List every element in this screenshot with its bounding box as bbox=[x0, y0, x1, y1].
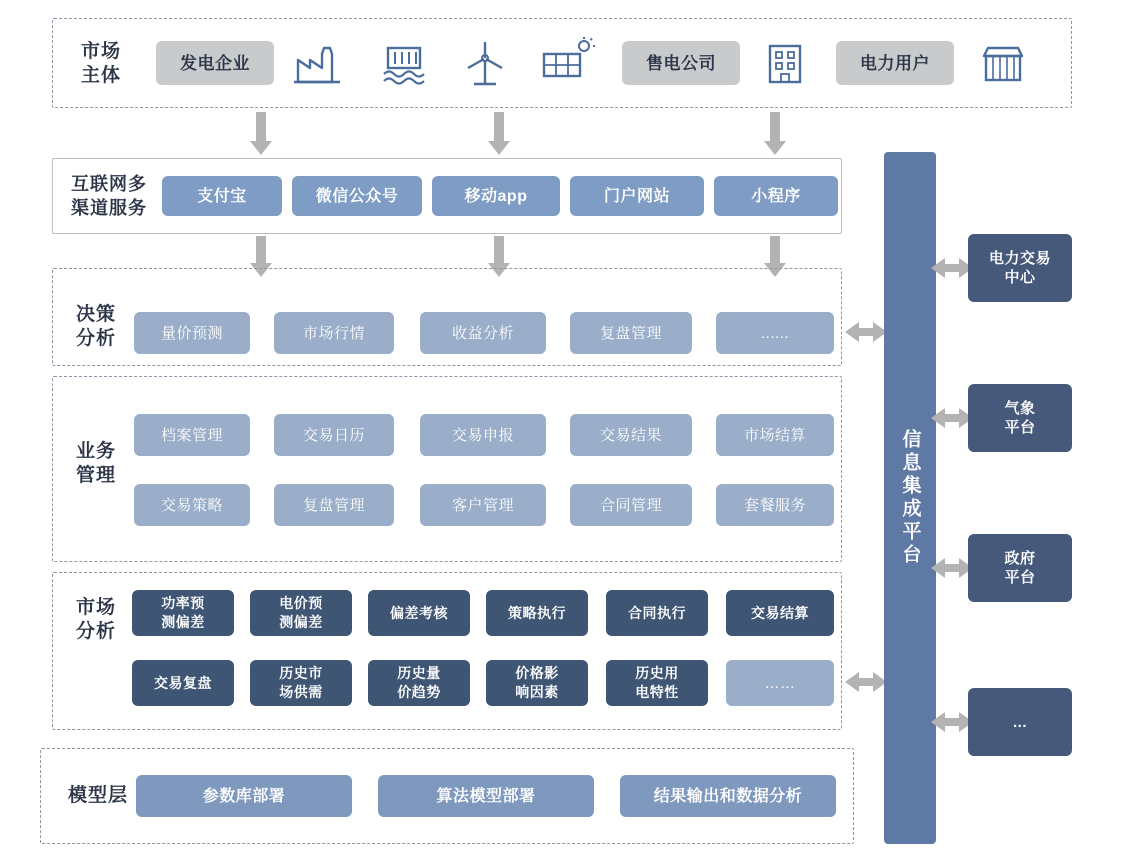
internet-channel-label-line1: 互联网多 bbox=[71, 174, 147, 194]
market-analysis-label-line1: 市场 bbox=[75, 597, 116, 618]
arrow-channel-to-decision-2 bbox=[494, 236, 504, 264]
analysis-strategy-execution[interactable]: 策略执行 bbox=[486, 590, 588, 636]
analysis-price-influence-factor[interactable] bbox=[486, 660, 588, 706]
decision-more[interactable]: ...... bbox=[716, 312, 834, 354]
external-power-trading-center-line2: 中心 bbox=[1004, 269, 1036, 286]
market-analysis-label-line2: 分析 bbox=[75, 621, 116, 642]
arrow-channel-to-decision-3 bbox=[770, 236, 780, 264]
office-building-icon bbox=[762, 40, 808, 86]
internet-channel-label-line2: 渠道服务 bbox=[71, 198, 147, 218]
arrow-analysis-to-platform bbox=[858, 678, 874, 686]
arrow-channel-to-decision-1 bbox=[256, 236, 266, 264]
internet-channel-label bbox=[62, 172, 156, 220]
arrow-subject-to-channel-2 bbox=[494, 112, 504, 142]
model-result-output-analysis[interactable]: 结果输出和数据分析 bbox=[620, 775, 836, 817]
platform-label: 信息集成平台 bbox=[899, 429, 921, 567]
information-integration-platform[interactable] bbox=[884, 152, 936, 844]
analysis-historical-price-trend[interactable] bbox=[368, 660, 470, 706]
business-management-container bbox=[52, 376, 842, 562]
analysis-power-forecast-deviation-line2: 测偏差 bbox=[161, 614, 205, 630]
decision-analysis-label-line2: 分析 bbox=[75, 328, 116, 349]
external-power-trading-center-line1: 电力交易 bbox=[988, 250, 1051, 267]
business-management-label-line2: 管理 bbox=[75, 465, 116, 486]
business-review-management[interactable]: 复盘管理 bbox=[274, 484, 394, 526]
market-analysis-label bbox=[68, 596, 124, 644]
channel-mini-program[interactable]: 小程序 bbox=[714, 176, 838, 216]
market-subject-label-line2: 主体 bbox=[80, 65, 121, 86]
channel-portal-website[interactable]: 门户网站 bbox=[570, 176, 704, 216]
solar-panel-icon bbox=[538, 36, 596, 88]
analysis-trade-settlement[interactable]: 交易结算 bbox=[726, 590, 834, 636]
business-customer-management[interactable]: 客户管理 bbox=[420, 484, 546, 526]
analysis-historical-usage-profile[interactable] bbox=[606, 660, 708, 706]
model-algorithm-deployment[interactable]: 算法模型部署 bbox=[378, 775, 594, 817]
channel-mobile-app[interactable]: 移动app bbox=[432, 176, 560, 216]
business-package-service[interactable]: 套餐服务 bbox=[716, 484, 834, 526]
analysis-historical-usage-profile-line2: 电特性 bbox=[635, 684, 679, 700]
external-weather-platform-line2: 平台 bbox=[1004, 419, 1036, 436]
analysis-deviation-assessment[interactable]: 偏差考核 bbox=[368, 590, 470, 636]
decision-review-management[interactable]: 复盘管理 bbox=[570, 312, 692, 354]
analysis-more[interactable]: …… bbox=[726, 660, 834, 706]
market-subject-power-generation[interactable]: 发电企业 bbox=[156, 41, 274, 85]
business-trade-result[interactable]: 交易结果 bbox=[570, 414, 692, 456]
analysis-historical-usage-profile-line1: 历史用 bbox=[635, 665, 679, 681]
decision-analysis-label-line1: 决策 bbox=[75, 304, 116, 325]
hydro-dam-icon bbox=[378, 42, 430, 86]
business-trade-strategy[interactable]: 交易策略 bbox=[134, 484, 250, 526]
wind-turbine-icon bbox=[458, 38, 512, 88]
arrow-subject-to-channel-3 bbox=[770, 112, 780, 142]
business-trade-declaration[interactable]: 交易申报 bbox=[420, 414, 546, 456]
analysis-power-forecast-deviation-line1: 功率预 bbox=[161, 595, 205, 611]
market-subject-label-line1: 市场 bbox=[80, 41, 121, 62]
arrow-decision-to-platform bbox=[858, 328, 874, 336]
analysis-historical-price-trend-line2: 价趋势 bbox=[397, 684, 441, 700]
analysis-price-influence-factor-line1: 价格影 bbox=[515, 665, 559, 681]
arrow-platform-to-government-platform bbox=[944, 564, 960, 572]
model-parameter-library-deployment[interactable]: 参数库部署 bbox=[136, 775, 352, 817]
business-trade-calendar[interactable]: 交易日历 bbox=[274, 414, 394, 456]
market-subject-label bbox=[70, 40, 132, 88]
arrow-platform-to-more bbox=[944, 718, 960, 726]
analysis-historical-supply-demand[interactable] bbox=[250, 660, 352, 706]
model-layer-label: 模型层 bbox=[67, 785, 128, 806]
business-contract-management[interactable]: 合同管理 bbox=[570, 484, 692, 526]
decision-market-quote[interactable]: 市场行情 bbox=[274, 312, 394, 354]
arrow-platform-to-trading-center bbox=[944, 264, 960, 272]
analysis-price-influence-factor-line2: 响因素 bbox=[515, 684, 559, 700]
channel-alipay[interactable]: 支付宝 bbox=[162, 176, 282, 216]
business-management-label-line1: 业务 bbox=[75, 441, 116, 462]
analysis-trade-review[interactable]: 交易复盘 bbox=[132, 660, 234, 706]
analysis-historical-supply-demand-line1: 历史市 bbox=[279, 665, 323, 681]
analysis-power-forecast-deviation[interactable] bbox=[132, 590, 234, 636]
channel-wechat-official[interactable]: 微信公众号 bbox=[292, 176, 422, 216]
external-power-trading-center[interactable] bbox=[968, 234, 1072, 302]
market-subject-power-user[interactable]: 电力用户 bbox=[836, 41, 954, 85]
decision-analysis-label bbox=[68, 303, 124, 351]
analysis-price-forecast-deviation[interactable] bbox=[250, 590, 352, 636]
analysis-price-forecast-deviation-line2: 测偏差 bbox=[279, 614, 323, 630]
decision-price-forecast[interactable]: 量价预测 bbox=[134, 312, 250, 354]
shop-icon bbox=[978, 42, 1028, 84]
business-management-label bbox=[68, 440, 124, 488]
external-more[interactable]: ... bbox=[968, 688, 1072, 756]
analysis-contract-execution[interactable]: 合同执行 bbox=[606, 590, 708, 636]
external-government-platform-line2: 平台 bbox=[1004, 569, 1036, 586]
external-government-platform[interactable] bbox=[968, 534, 1072, 602]
external-weather-platform-line1: 气象 bbox=[1004, 400, 1036, 417]
business-market-settlement[interactable]: 市场结算 bbox=[716, 414, 834, 456]
decision-revenue-analysis[interactable]: 收益分析 bbox=[420, 312, 546, 354]
analysis-historical-price-trend-line1: 历史量 bbox=[397, 665, 441, 681]
arrow-subject-to-channel-1 bbox=[256, 112, 266, 142]
business-archive-management[interactable]: 档案管理 bbox=[134, 414, 250, 456]
external-government-platform-line1: 政府 bbox=[1004, 550, 1036, 567]
analysis-price-forecast-deviation-line1: 电价预 bbox=[279, 595, 323, 611]
market-subject-retail-company[interactable]: 售电公司 bbox=[622, 41, 740, 85]
external-weather-platform[interactable] bbox=[968, 384, 1072, 452]
analysis-historical-supply-demand-line2: 场供需 bbox=[279, 684, 323, 700]
factory-icon bbox=[292, 42, 348, 86]
arrow-platform-to-weather-platform bbox=[944, 414, 960, 422]
